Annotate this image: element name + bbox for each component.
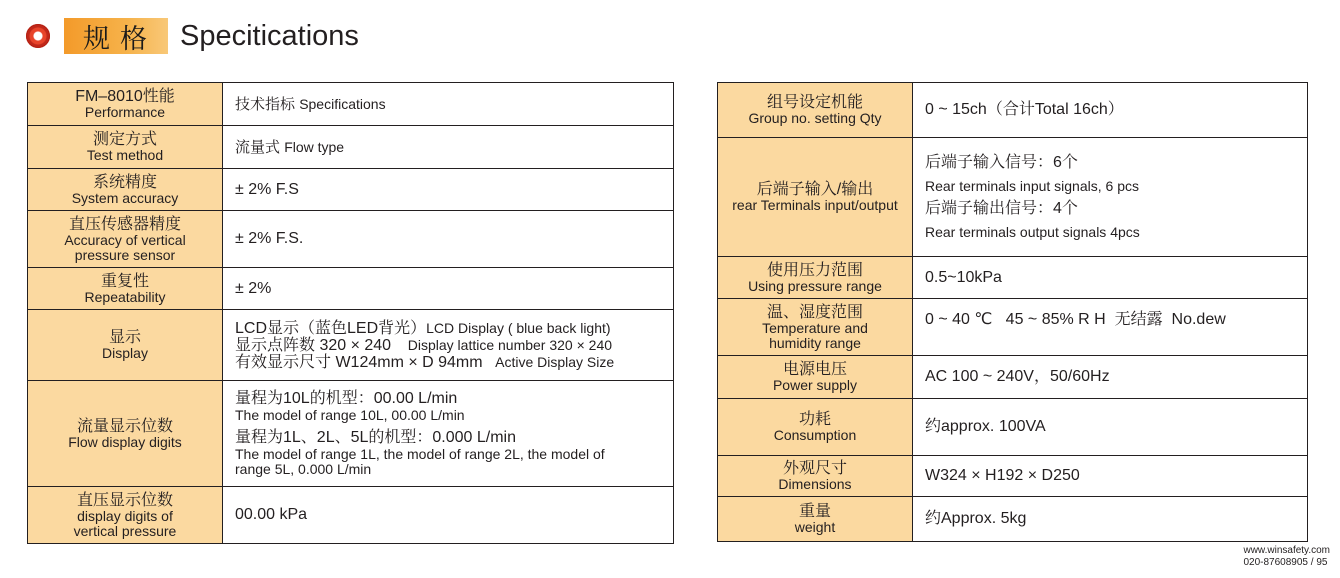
row-value: 0 ~ 40 ℃ 45 ~ 85% R H 无结露 No.dew [913, 299, 1308, 356]
row-label: 外观尺寸 Dimensions [718, 456, 913, 497]
specifications-table-left [27, 82, 674, 544]
table-row [28, 310, 674, 381]
row-value: ± 2% F.S. [223, 211, 674, 268]
row-label: 重复性 Repeatability [28, 268, 223, 310]
table-row [28, 268, 674, 310]
phone-text: 020-87608905 / 95 [1243, 557, 1328, 568]
row-value: ± 2% [223, 268, 674, 310]
row-value: W324 × H192 × D250 [913, 456, 1308, 497]
row-value: 流量式 Flow type [223, 126, 674, 169]
title-english: Specitications [180, 19, 359, 52]
row-value: 0 ~ 15ch（合计Total 16ch） [913, 83, 1308, 138]
specifications-table-right [717, 82, 1308, 542]
table-row [28, 381, 674, 487]
row-label: 重量 weight [718, 497, 913, 542]
row-label: 电源电压 Power supply [718, 356, 913, 399]
table-row [28, 169, 674, 211]
row-value: AC 100 ~ 240V，50/60Hz [913, 356, 1308, 399]
row-label: 系统精度 System accuracy [28, 169, 223, 211]
table-row [718, 138, 1308, 257]
row-label: 使用压力范围 Using pressure range [718, 257, 913, 299]
table-row [718, 399, 1308, 456]
row-value: 00.00 kPa [223, 487, 674, 544]
footer-contact [1243, 545, 1330, 569]
row-value: 约Approx. 5kg [913, 497, 1308, 542]
row-value: 0.5~10kPa [913, 257, 1308, 299]
table-row [718, 83, 1308, 138]
row-value: 技术指标 Specifications [223, 83, 674, 126]
red-circle-bullet-icon [26, 24, 50, 48]
row-value: 量程为10L的机型：00.00 L/min The model of range 10L, 00.00 L/min 量程为1L、2L、5L的机型：0.000 L/min The model of range 1L, the model of range 2L, the model of range 5L, 0.000 L/min [223, 381, 674, 487]
table-row [718, 497, 1308, 542]
row-label: 温、湿度范围 Temperature and humidity range [718, 299, 913, 356]
row-label: 组号设定机能 Group no. setting Qty [718, 83, 913, 138]
row-label: 显示 Display [28, 310, 223, 381]
row-label: 测定方式 Test method [28, 126, 223, 169]
website-text[interactable]: www.winsafety.com [1243, 545, 1330, 556]
table-row [718, 299, 1308, 356]
table-row [718, 257, 1308, 299]
section-header [26, 14, 359, 58]
row-value: 约approx. 100VA [913, 399, 1308, 456]
row-label: 直压显示位数 display digits of vertical pressure [28, 487, 223, 544]
table-row [28, 126, 674, 169]
title-chinese: 规格 [64, 18, 168, 54]
table-row [718, 456, 1308, 497]
table-row [28, 211, 674, 268]
row-label: FM–8010性能 Performance [28, 83, 223, 126]
row-label: 流量显示位数 Flow display digits [28, 381, 223, 487]
table-row [28, 487, 674, 544]
row-label: 功耗 Consumption [718, 399, 913, 456]
row-label: 直压传感器精度 Accuracy of vertical pressure sensor [28, 211, 223, 268]
row-value: 后端子输入信号：6个 Rear terminals input signals, 6 pcs 后端子输出信号：4个 Rear terminals output signals 4pcs [913, 138, 1308, 257]
table-row [28, 83, 674, 126]
row-value: LCD显示（蓝色LED背光）LCD Display ( blue back light) 显示点阵数 320 × 240 Display lattice number 320 × 240 有效显示尺寸 W124mm × D 94mm Active Display Size [223, 310, 674, 381]
row-value: ± 2% F.S [223, 169, 674, 211]
table-row [718, 356, 1308, 399]
row-label: 后端子输入/输出 rear Terminals input/output [718, 138, 913, 257]
